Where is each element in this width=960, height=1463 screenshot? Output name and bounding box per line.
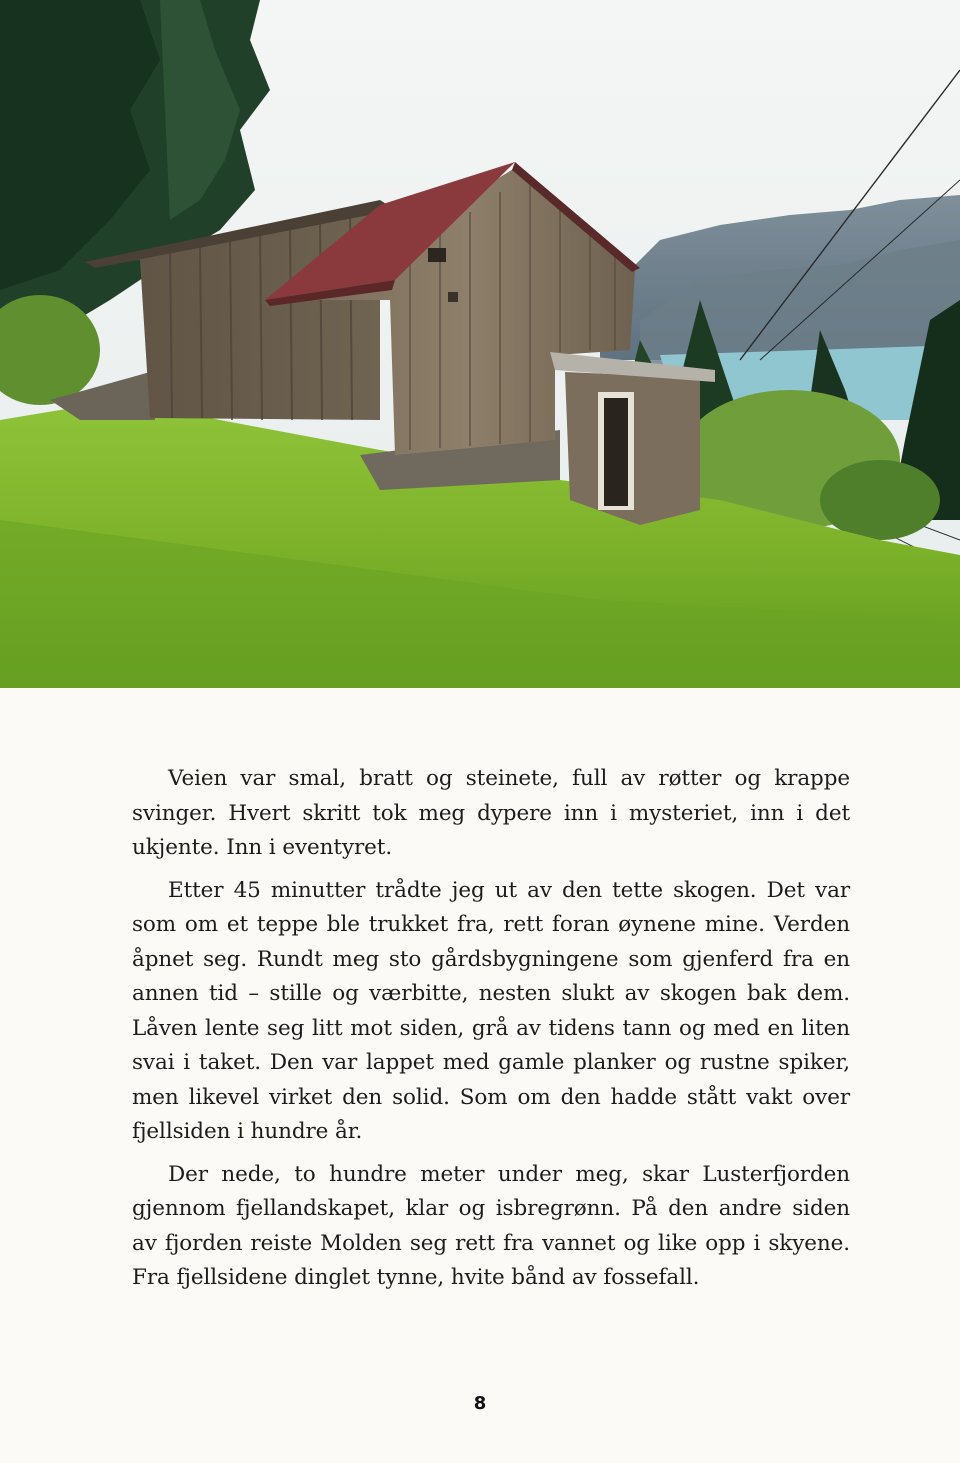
- article-body: [132, 762, 850, 1304]
- paragraph-1: Veien var smal, bratt og steinete, full av røtter og krappe svinger. Hvert skritt tok meg dypere inn i mysteriet, inn i det ukjente. Inn i eventyret.: [132, 766, 850, 860]
- mountain-farm-photo: [0, 0, 960, 688]
- paragraph-3: Der nede, to hundre meter under meg, skar Lusterfjorden gjennom fjellandskapet, klar og isbregrønn. På den andre siden av fjorden reiste Molden seg rett fra vannet og like opp i skyene. Fra fjellsidene dinglet tynne, hvite bånd av fossefall.: [132, 1161, 850, 1290]
- barn-photo: [0, 0, 960, 688]
- paragraph-2: Etter 45 minutter trådte jeg ut av den tette skogen. Det var som om et teppe ble trukket fra, rett foran øynene mine. Verden åpnet seg. Rundt meg sto gårdsbygningene som gjenferd fra en annen tid – stille og værbitte, nesten slukt av skogen bak dem. Låven lente seg litt mot siden, grå av tidens tann og med en liten svai i taket. Den var lappet med gamle planker og rustne spiker, men likevel virket den solid. Som om den hadde stått vakt over fjellsiden i hundre år.: [132, 877, 850, 1144]
- page-number: 8: [473, 1393, 487, 1414]
